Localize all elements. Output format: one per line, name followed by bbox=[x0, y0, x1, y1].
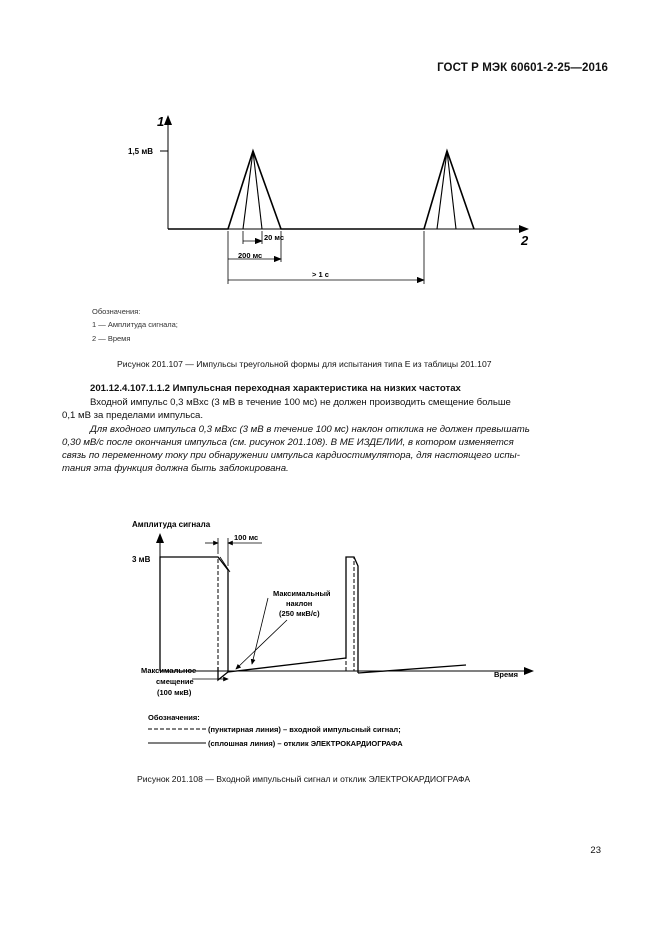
paragraph-2-line-2: 0,30 мВ/с после окончания импульса (см. рисунок 201.108). В МЕ ИЗДЕЛИИ, в котором изменяется bbox=[62, 437, 514, 448]
paragraph-2-line-3: связь по переменному току при обнаружении импульса кардиостимулятора, для настоящего испы- bbox=[62, 450, 520, 461]
x-axis-label: 2 bbox=[521, 233, 529, 248]
figure1-legend-title: Обозначения: bbox=[92, 307, 141, 316]
figure2-caption: Рисунок 201.108 — Входной импульсный сигнал и отклик ЭЛЕКТРОКАРДИОГРАФА bbox=[137, 774, 471, 784]
figure1-legend-item-1: 1 — Амплитуда сигнала; bbox=[92, 320, 178, 329]
page-number: 23 bbox=[590, 845, 601, 856]
pulse-response-figure bbox=[0, 510, 661, 750]
figure1-legend-item-2: 2 — Время bbox=[92, 334, 131, 343]
dim-100ms-label: 100 мс bbox=[234, 533, 259, 542]
y-axis-label: 1 bbox=[157, 114, 165, 129]
slope-label-line-1: Максимальный bbox=[273, 589, 331, 598]
slope-arrow-2 bbox=[236, 620, 287, 669]
dim-20ms-label: 20 мс bbox=[264, 233, 285, 242]
offset-label-line-3: (100 мкВ) bbox=[157, 688, 192, 697]
slope-arrow-1 bbox=[252, 598, 268, 664]
level-label: 1,5 мВ bbox=[128, 147, 154, 156]
section-heading: 201.12.4.107.1.1.2 Импульсная переходная характеристика на низких частотах bbox=[90, 383, 461, 394]
figure2-legend-title: Обозначения: bbox=[148, 713, 200, 722]
legend-dashed-text: (пунктирная линия) – входной импульсный сигнал; bbox=[208, 725, 401, 734]
triangle-pulse-2 bbox=[420, 151, 474, 229]
figure1-caption: Рисунок 201.107 — Импульсы треугольной формы для испытания типа Е из таблицы 201.107 bbox=[117, 359, 492, 369]
paragraph-1-line-2: 0,1 мВ за пределами импульса. bbox=[62, 410, 204, 421]
offset-label-line-2: смещение bbox=[156, 677, 194, 686]
dim-100ms bbox=[205, 538, 262, 566]
paragraph-2-line-1: Для входного импульса 0,3 мВхс (3 мВ в течение 100 мс) наклон отклика не должен превышать bbox=[90, 424, 530, 435]
standard-header: ГОСТ Р МЭК 60601-2-25—2016 bbox=[437, 62, 608, 74]
amplitude-axis-label: Амплитуда сигнала bbox=[132, 520, 211, 529]
input-pulse-dashed bbox=[160, 557, 354, 671]
triangle-pulse-1 bbox=[168, 151, 420, 229]
time-axis-label: Время bbox=[494, 670, 518, 679]
triangular-pulse-figure bbox=[0, 0, 661, 320]
dim-200ms-label: 200 мс bbox=[238, 251, 263, 260]
slope-label-line-3: (250 мкВ/с) bbox=[279, 609, 320, 618]
dim-1s-label: > 1 с bbox=[312, 270, 329, 279]
level-3mv-label: 3 мВ bbox=[132, 555, 151, 564]
paragraph-2-line-4: тания эта функция должна быть заблокирована. bbox=[62, 463, 289, 474]
slope-label-line-2: наклон bbox=[286, 599, 313, 608]
legend-solid-text: (сплошная линия) – отклик ЭЛЕКТРОКАРДИОГРАФА bbox=[208, 739, 403, 748]
ecg-response-solid bbox=[160, 557, 466, 680]
paragraph-1-line-1: Входной импульс 0,3 мВхс (3 мВ в течение 100 мс) не должен производить смещение больше bbox=[90, 397, 511, 408]
offset-label-line-1: Максимальное bbox=[141, 666, 197, 675]
